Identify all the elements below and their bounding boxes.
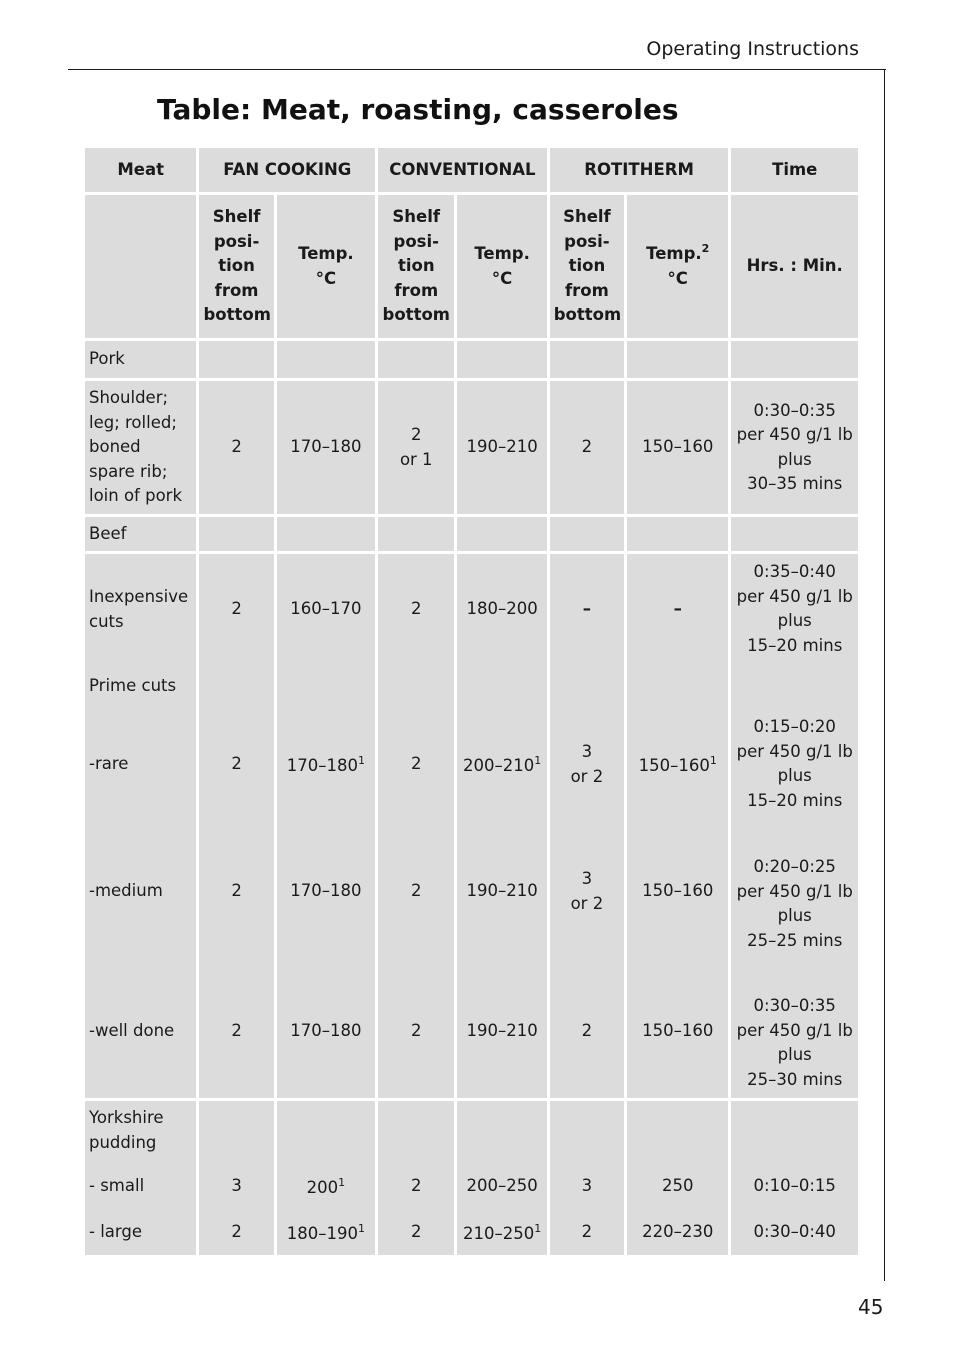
roti-temp: 150–160 [627,381,728,514]
running-header: Operating Instructions [646,38,859,60]
meat-label-small: - small [89,1176,145,1195]
header-rule [68,69,886,70]
roti-temp-stack: 250 220–230 [627,1101,728,1255]
conv-temp: 190–210 [457,381,546,514]
table-row-beef [85,517,858,551]
meat-label-welldone: -well done [89,1021,175,1040]
footnote-mark: 1 [709,754,717,767]
header-row-sub [85,195,858,338]
col-header-conventional: CONVENTIONAL [378,148,547,192]
cooking-time-stack: 0:35–0:40 per 450 g/1 lb plus 15–20 mins 0:15–0:20 per 450 g/1 lb plus 15–20 mins 0:20–0:25 per 450 g/1 lb plus 25–25 mins 0:30–0:35 per 450 g/1 lb plus 25–30 mins [731,554,858,1098]
col-subheader-fan-shelf: Shelf posi- tion from bottom [199,195,273,338]
conv-temp-stack: 200–250 $210-250^1$ [457,1101,546,1255]
category-label: Pork [85,341,196,378]
fan-shelf-stack: 2 2 2 2 [199,554,273,1098]
conv-shelf: 2 or 1 [378,381,454,514]
roti-shelf: 2 [550,381,624,514]
table-row-pork [85,341,858,378]
footnote-mark: 1 [358,754,366,767]
category-label: Beef [85,517,196,551]
fan-shelf: 2 [199,381,273,514]
footnote-mark: 2 [701,242,710,255]
roti-shelf-stack: 3 2 [550,1101,624,1255]
conv-shelf-stack: 2 2 2 2 [378,554,454,1098]
meat-label-yorkshire: Yorkshire pudding [89,1108,164,1152]
cooking-time: 0:30–0:35 per 450 g/1 lb plus 30–35 mins [731,381,858,514]
col-subheader-roti-shelf: Shelf posi- tion from bottom [550,195,624,338]
footnote-mark: 1 [358,1222,366,1235]
col-header-fan-cooking: FAN COOKING [199,148,375,192]
table-row-shoulder [85,381,858,514]
conv-shelf-stack: 2 2 [378,1101,454,1255]
meat-label-medium: -medium [89,881,163,900]
header-row-main [85,148,858,192]
meat-label-stack [85,554,196,1098]
col-header-time: Time [731,148,858,192]
meat-label-rare: -rare [89,754,129,773]
table-row-beef-cuts [85,554,858,1098]
page-number: 45 [858,1295,884,1319]
meat-label: Shoulder; leg; rolled; boned spare rib; loin of pork [85,381,196,514]
col-header-rotitherm: ROTITHERM [550,148,729,192]
col-subheader-conv-shelf: Shelf posi- tion from bottom [378,195,454,338]
page-title: Table: Meat, roasting, casseroles [157,93,679,126]
col-header-meat: Meat [85,148,196,192]
meat-label-inexpensive: Inexpensive cuts [89,587,189,631]
conv-temp-stack: 180–200 $200-210^1$ 190–210 190–210 [457,554,546,1098]
footnote-mark: 1 [534,1222,542,1235]
meat-label-stack [85,1101,196,1255]
fan-shelf-stack: 3 2 [199,1101,273,1255]
col-subheader-empty [85,195,196,338]
footnote-mark: 1 [534,754,542,767]
meat-label-prime: Prime cuts [89,676,177,695]
footnote-mark: 1 [338,1176,346,1189]
col-subheader-conv-temp: Temp. °C [457,195,546,338]
col-subheader-fan-temp: Temp. °C [277,195,375,338]
cooking-time-stack: 0:10–0:15 0:30–0:40 [731,1101,858,1255]
roti-shelf-stack: – 3 or 2 3 or 2 2 [550,554,624,1098]
col-subheader-roti-temp: Temp.$^2$ °C [627,195,728,338]
meat-roasting-table [82,145,861,1258]
fan-temp: 170–180 [277,381,375,514]
margin-rule [884,69,885,1281]
roti-temp-stack: – $150-160^1$ 150–160 150–160 [627,554,728,1098]
table-row-yorkshire [85,1101,858,1255]
col-subheader-time-unit: Hrs. : Min. [731,195,858,338]
fan-temp-stack: $200^1$ $180-190^1$ [277,1101,375,1255]
meat-label-large: - large [89,1222,143,1241]
fan-temp-stack: 160–170 $170-180^1$ 170–180 170–180 [277,554,375,1098]
